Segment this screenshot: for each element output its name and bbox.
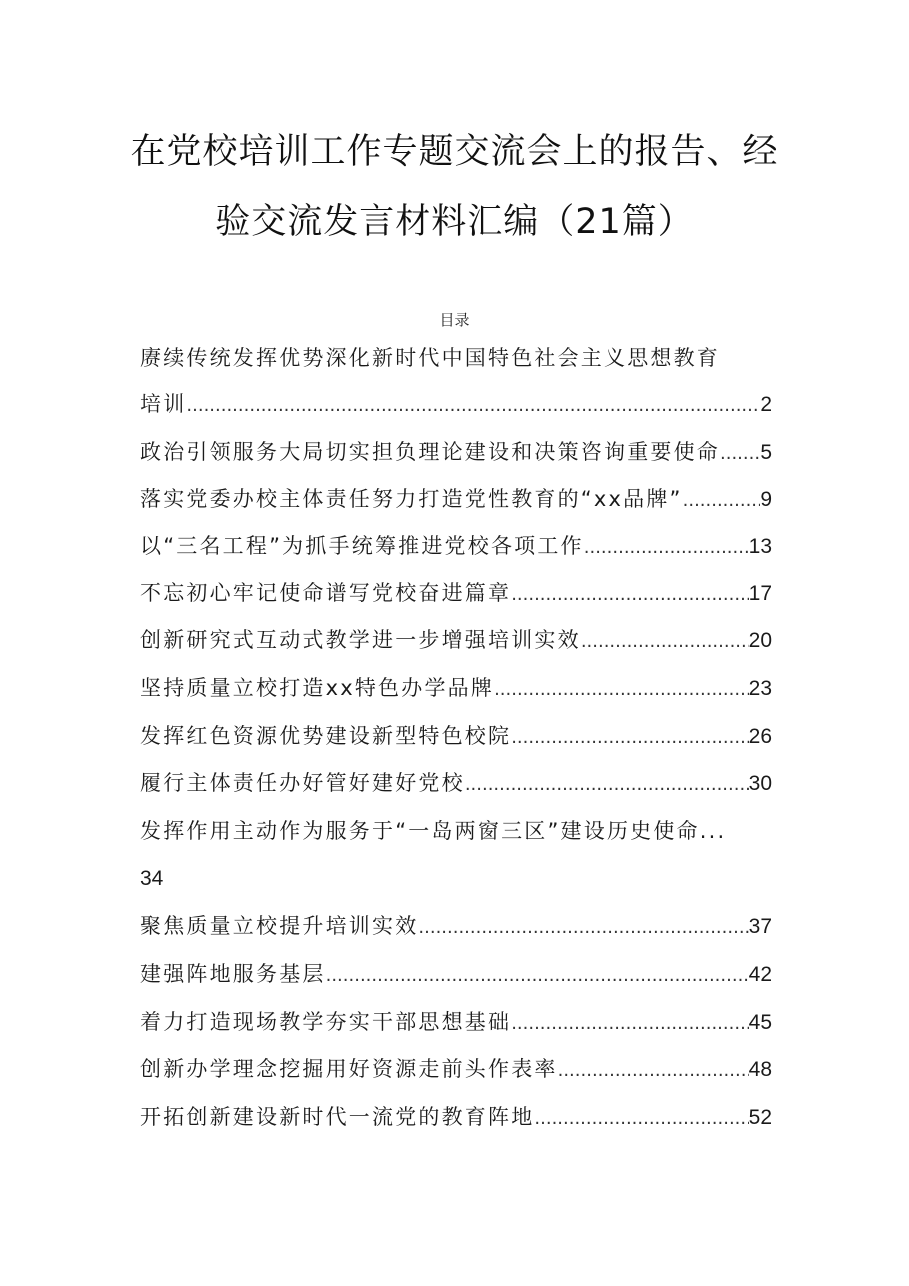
toc-entry-title: 不忘初心牢记使命谱写党校奋进篇章	[140, 581, 512, 605]
toc-entry-0-line-1: 赓续传统发挥优势深化新时代中国特色社会主义思想教育	[140, 346, 720, 370]
toc-entry-8[interactable]	[140, 766, 772, 800]
toc-entry-title: 建强阵地服务基层	[140, 962, 326, 986]
toc-entry-10[interactable]	[140, 909, 772, 943]
toc-entry-13[interactable]	[140, 1052, 772, 1086]
toc-entry-6[interactable]	[140, 671, 772, 705]
toc-entry-2[interactable]	[140, 482, 772, 516]
toc-page-number: 45	[748, 1011, 772, 1034]
toc-leader-dots	[511, 1007, 748, 1041]
toc-entry-title: 培训	[140, 392, 187, 416]
toc-leader-dots	[326, 959, 749, 993]
toc-page-number: 48	[748, 1058, 772, 1081]
toc-leader-dots	[418, 911, 748, 945]
toc-page-number: 52	[748, 1106, 772, 1129]
toc-leader-dots	[494, 673, 749, 707]
toc-page-number: 5	[760, 441, 772, 464]
toc-page-number: 2	[760, 393, 772, 416]
toc-entry-title: 着力打造现场教学夯实干部思想基础	[140, 1010, 512, 1034]
toc-entry-9-line-1: 发挥作用主动作为服务于“一岛两窗三区”建设历史使命...	[140, 819, 727, 843]
toc-leader-dots	[534, 1102, 748, 1136]
document-title-line-2: 验交流发言材料汇编（21篇）	[215, 202, 694, 242]
toc-page-number: 17	[748, 582, 772, 605]
toc-leader-dots	[465, 768, 749, 802]
toc-page-number: 42	[748, 963, 772, 986]
toc-entry-title: 坚持质量立校打造xx特色办学品牌	[140, 676, 495, 700]
toc-leader-dots	[584, 531, 749, 565]
toc-heading: 目录	[439, 311, 470, 329]
toc-entry-11[interactable]	[140, 957, 772, 991]
toc-leader-dots	[511, 578, 748, 612]
toc-entry-title: 政治引领服务大局切实担负理论建设和决策咨询重要使命	[140, 440, 720, 464]
toc-entry-5[interactable]	[140, 623, 772, 657]
toc-entry-title: 以“三名工程”为抓手统筹推进党校各项工作	[140, 534, 584, 558]
toc-entry-3[interactable]	[140, 529, 772, 563]
toc-leader-dots	[511, 721, 748, 755]
toc-entry-title: 落实党委办校主体责任努力打造党性教育的“xx品牌”	[140, 487, 683, 511]
toc-entry-title: 创新研究式互动式教学进一步增强培训实效	[140, 628, 581, 652]
document-title-line-1: 在党校培训工作专题交流会上的报告、经	[130, 132, 779, 172]
toc-page-number: 13	[748, 535, 772, 558]
toc-leader-dots	[558, 1054, 749, 1088]
toc-page-number: 23	[748, 677, 772, 700]
toc-entry-7[interactable]	[140, 719, 772, 753]
toc-entry-title: 聚焦质量立校提升培训实效	[140, 914, 419, 938]
toc-entry-0[interactable]	[140, 387, 772, 421]
toc-entry-title: 发挥红色资源优势建设新型特色校院	[140, 724, 512, 748]
toc-leader-dots	[683, 484, 761, 518]
toc-leader-dots	[720, 437, 760, 471]
toc-entry-14[interactable]	[140, 1100, 772, 1134]
toc-page-number: 37	[748, 915, 772, 938]
toc-page-number: 26	[748, 725, 772, 748]
toc-entry-title: 履行主体责任办好管好建好党校	[140, 771, 465, 795]
toc-entry-title: 创新办学理念挖掘用好资源走前头作表率	[140, 1057, 558, 1081]
toc-entry-title: 开拓创新建设新时代一流党的教育阵地	[140, 1105, 535, 1129]
toc-page-number: 20	[748, 629, 772, 652]
toc-leader-dots	[581, 625, 749, 659]
toc-entry-1[interactable]	[140, 435, 772, 469]
toc-entry-9-page-number[interactable]: 34	[140, 867, 164, 890]
toc-page-number: 9	[760, 488, 772, 511]
toc-entry-4[interactable]	[140, 576, 772, 610]
toc-page-number: 30	[748, 772, 772, 795]
toc-leader-dots	[186, 389, 760, 423]
toc-entry-12[interactable]	[140, 1005, 772, 1039]
